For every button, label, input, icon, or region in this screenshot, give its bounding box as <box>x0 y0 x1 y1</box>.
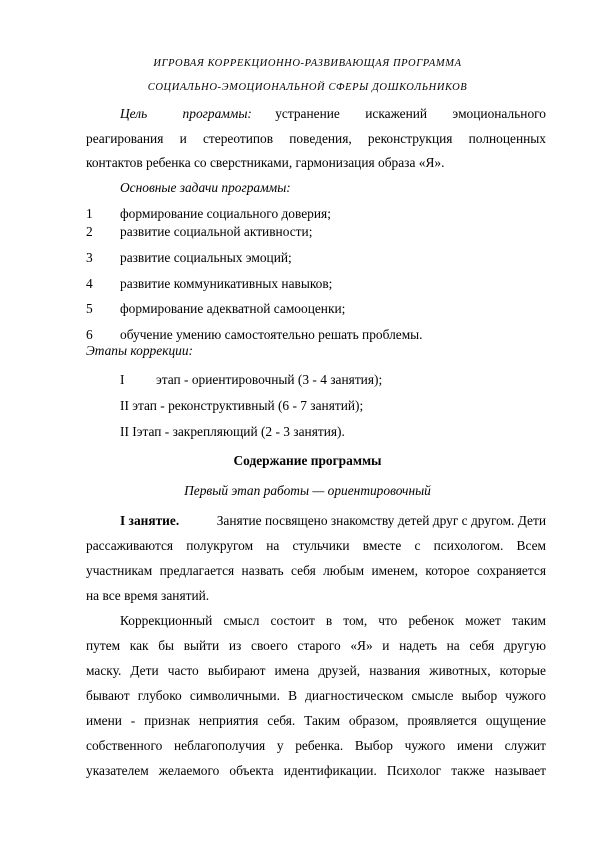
task-text: развитие социальных эмоций; <box>120 250 292 265</box>
task-text: формирование социального доверия; <box>120 206 331 221</box>
p2-line-4: бывают глубоко символичными. В диагностическом смысле выбор чужого <box>86 688 546 703</box>
p2-line-6: собственного неблагополучия у ребенка. Выбор чужого имени служит <box>86 738 546 753</box>
task-number: 1 <box>86 206 93 221</box>
stage-text: II этап - реконструктивный (6 - 7 занятий); <box>120 398 364 413</box>
p2-line-1: Коррекционный смысл состоит в том, что ребенок может таким <box>120 613 546 628</box>
stages-heading: Этапы коррекции: <box>86 343 194 358</box>
p1-line-1 <box>120 513 546 529</box>
goal-label: Цель программы: <box>120 106 252 121</box>
p1-line-2: рассаживаются полукругом на стульчики вместе с психологом. Всем <box>86 538 546 553</box>
tasks-heading: Основные задачи программы: <box>120 180 291 195</box>
task-text: обучение умению самостоятельно решать проблемы. <box>120 327 423 342</box>
task-number: 5 <box>86 301 93 316</box>
p2-line-3: маску. Дети часто выбирают имена друзей, названия животных, которые <box>86 663 546 678</box>
p2-line-5: имени - признак неприятия себя. Таким образом, проявляется ощущение <box>86 713 546 728</box>
task-number: 4 <box>86 276 93 291</box>
goal-line-1 <box>120 106 546 122</box>
task-text: формирование адекватной самооценки; <box>120 301 346 316</box>
stage-text: II Iэтап - закрепляющий (2 - 3 занятия). <box>120 424 345 439</box>
p2-line-7: указателем желаемого объекта идентификации. Психолог также называет <box>86 763 546 778</box>
goal-line-2: реагирования и стереотипов поведения, реконструкция полноценных <box>86 131 546 146</box>
stage-text: этап - ориентировочный (3 - 4 занятия); <box>156 372 383 387</box>
task-text: развитие коммуникативных навыков; <box>120 276 333 291</box>
lesson-label: I занятие. <box>120 513 180 528</box>
task-text: развитие социальной активности; <box>120 224 313 239</box>
p1-line-4: на все время занятий. <box>86 588 210 603</box>
section-heading: Содержание программы <box>233 453 382 468</box>
section-subheading: Первый этап работы — ориентировочный <box>184 483 431 498</box>
stage-number: I <box>120 372 125 387</box>
p1-text-1: Занятие посвящено знакомству детей друг с другом. Дети <box>216 513 546 528</box>
p2-line-2: путем как бы выйти из своего старого «Я» и надеть на себя другую <box>86 638 546 653</box>
title-line-2: СОЦИАЛЬНО-ЭМОЦИОНАЛЬНОЙ СФЕРЫ ДОШКОЛЬНИКОВ <box>147 82 468 93</box>
title-line-1: ИГРОВАЯ КОРРЕКЦИОННО-РАЗВИВАЮЩАЯ ПРОГРАММА <box>153 58 462 69</box>
task-number: 6 <box>86 327 93 342</box>
goal-text-1: устранение искажений эмоционального <box>275 106 546 121</box>
task-number: 3 <box>86 250 93 265</box>
p1-line-3: участникам предлагается назвать себя любым именем, которое сохраняется <box>86 563 546 578</box>
goal-line-3: контактов ребенка со сверстниками, гармонизация образа «Я». <box>86 155 445 170</box>
task-number: 2 <box>86 224 93 239</box>
